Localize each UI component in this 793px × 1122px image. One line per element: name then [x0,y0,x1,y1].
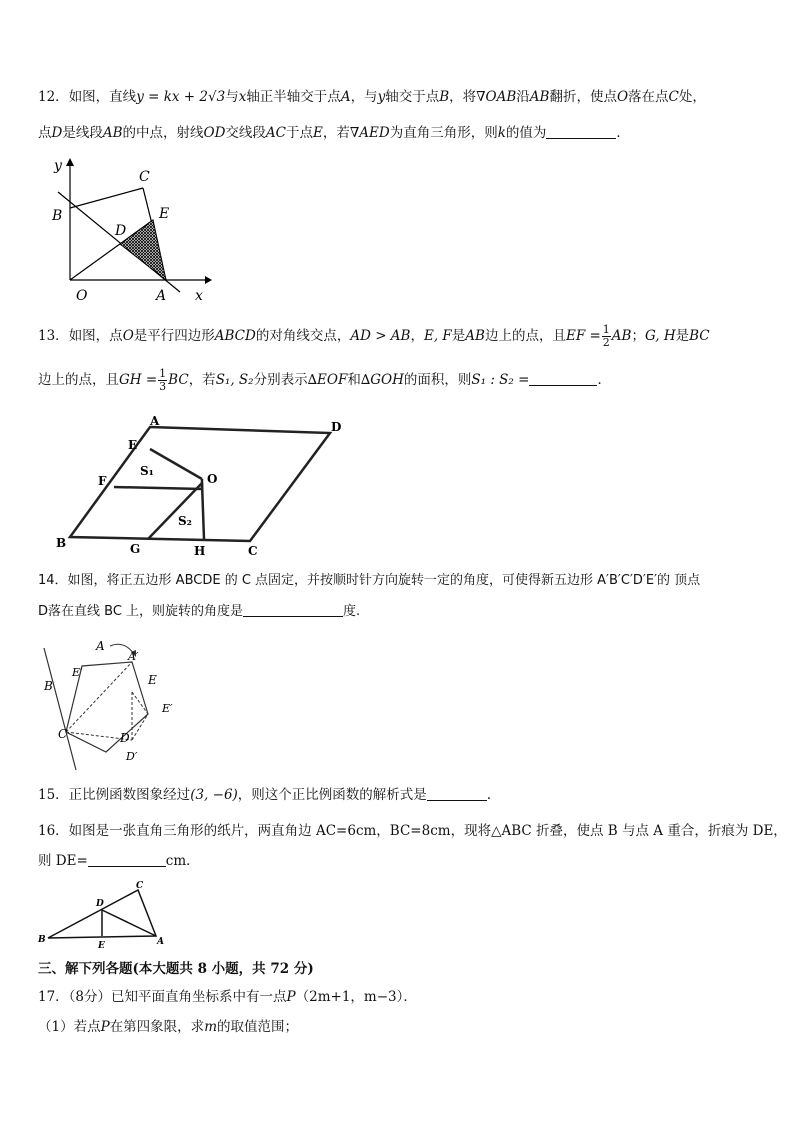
q13-label-C: C [248,544,258,558]
q16-label-B: B [38,935,46,945]
q12-line1: 12．如图，直线y = kx + 2√3与x轴正半轴交于点A，与y轴交于点B，将∇OAB沿AB翻折，使点O落在点C处， [38,89,706,105]
q13-line2: 边上的点，且GH = $\frac{1}{3}$ BC，若S₁, S₂分别表示∆EOF和∆GOH的面积，则S₁ : S₂ = ． [38,367,611,393]
q13-label-H: H [194,544,206,558]
q12-answer-blank [546,124,616,139]
q14-label-E-prime: E′ [162,702,173,715]
q13-label-S2: S₂ [178,514,192,528]
q14-label-D-prime: D′ [126,750,138,763]
q14-label-A: A [96,639,105,653]
q16-answer-blank [88,852,166,867]
q16-line2: 则 DE= cm． [38,853,200,869]
q12-label-A: A [156,288,167,304]
q12-figure [40,152,220,312]
q13-fraction-third: $\frac{1}{3}$ [159,367,167,393]
q12-equation: y = kx + 2√3 [136,89,226,105]
q16-line1: 16．如图是一张直角三角形的纸片，两直角边 AC=6cm，BC=8cm，现将△ABC 折叠，使点 B 与点 A 重合，折痕为 DE， [38,823,787,839]
q12-line2: 点D是线段AB的中点，射线OD交线段AC于点E，若∇AED为直角三角形，则k的值为 ． [38,125,630,141]
q13-label-E: E [128,438,138,452]
q12-label-x: x [195,288,203,304]
q12-label-B: B [52,208,63,224]
q14-label-B: B [44,679,53,693]
q12-label-y: y [54,158,62,174]
q13-label-O: O [207,472,218,486]
q14-line1: 14．如图，将正五边形 ABCDE 的 C 点固定，并按顺时针方向旋转一定的角度，可使得新五边形 A′B′C′D′E′的 顶点 [38,573,701,588]
q15-answer-blank [427,786,487,801]
q13-label-B: B [56,536,67,550]
q13-fraction-half: $\frac{1}{2}$ [602,323,610,349]
q16-label-E: E [98,941,105,951]
q14-label-E: E [148,673,157,687]
q16-label-C: C [136,881,144,891]
q16-figure [36,880,176,952]
q12-label-O: O [76,288,88,304]
q14-figure [36,632,196,772]
q14-answer-blank [243,602,343,617]
q13-label-D: D [331,420,342,434]
q14-label-E-prime-top: E′ [72,666,83,679]
q14-label-C: C [58,727,68,741]
q12-label-D: D [115,223,127,239]
q16-label-A: A [157,937,164,947]
q13-label-A: A [150,414,160,428]
q13-label-G: G [130,542,141,556]
q17-line1: 17．（8分）已知平面直角坐标系中有一点P（2m+1，m−3）． [38,989,417,1005]
q12-label-E: E [159,206,170,222]
q15-line: 15．正比例函数图象经过(3, −6)，则这个正比例函数的解析式是 . [38,787,492,803]
q16-label-D: D [96,899,104,909]
q14-label-A-prime: A′ [128,650,139,663]
q13-label-S1: S₁ [140,464,154,478]
q17-line2: （1）若点P在第四象限，求m的取值范围； [38,1019,298,1035]
q14-line2: D落在直线 BC 上，则旋转的角度是 度. [38,604,361,619]
q13-line1: 13．如图，点O是平行四边形ABCD的对角线交点，AD > AB，E, F是AB边上的点，且EF = $\frac{1}{2}$ AB；G, H是BC [38,323,710,349]
q12-label-C: C [139,169,150,185]
section-heading: 三、解下列各题(本大题共 8 小题，共 72 分) [38,961,314,977]
q14-label-D: D [120,731,130,745]
q13-label-F: F [98,474,107,488]
q13-figure [50,413,350,563]
q13-answer-blank [529,371,597,386]
